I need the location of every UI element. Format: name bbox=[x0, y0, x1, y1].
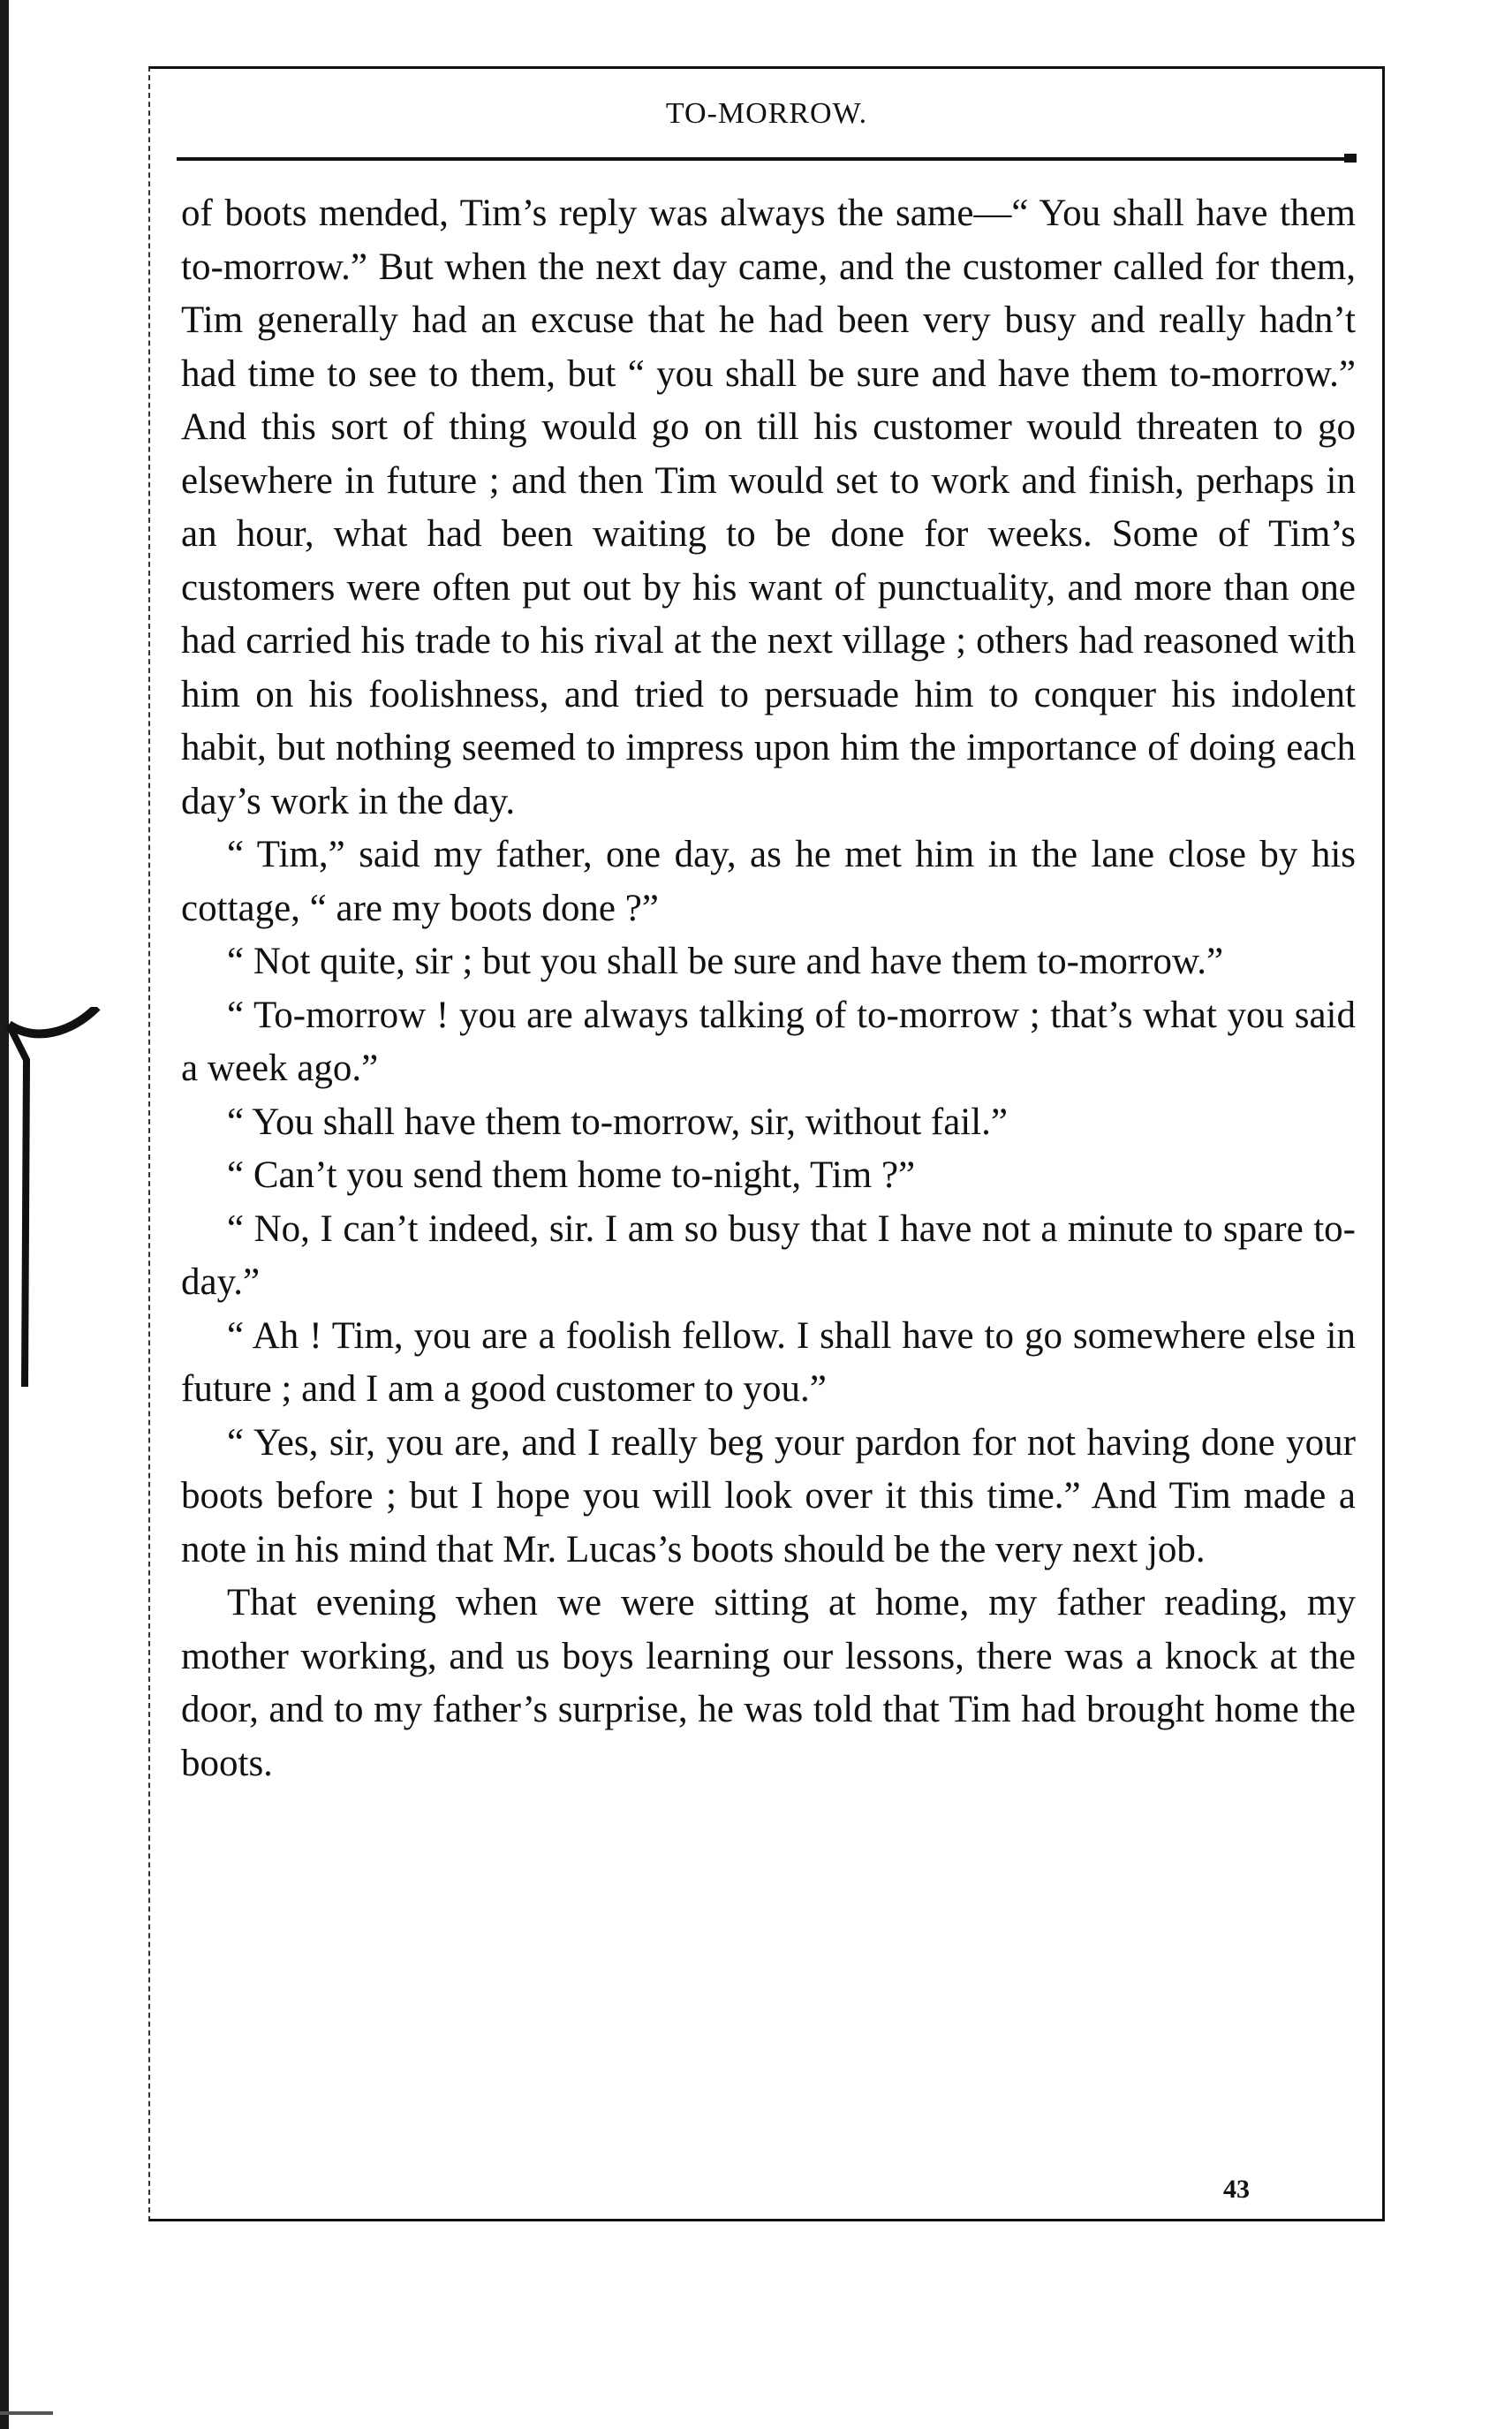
paragraph: “ Tim,” said my father, one day, as he met him in the lane close by his cottage, “ are my boots done ?” bbox=[181, 834, 1356, 929]
paragraph: “ Can’t you send them home to-night, Tim ?” bbox=[227, 1154, 916, 1196]
paragraph: “ Yes, sir, you are, and I really beg your pardon for not having done your boots before ; but I hope you will look over it this time.” And Tim made a note in his mind that Mr. Lucas’s boots should be the very next job. bbox=[181, 1421, 1356, 1570]
scan-smudge bbox=[0, 2411, 53, 2415]
running-head: TO-MORROW. bbox=[665, 97, 868, 130]
paragraph: “ No, I can’t indeed, sir. I am so busy that I have not a minute to spare to-day.” bbox=[181, 1207, 1356, 1303]
paragraph: That evening when we were sitting at home, my father reading, my mother working, and us boys learning our lessons, there was a knock at the door, and to my father’s surprise, he was told that Tim had brought home the boots. bbox=[181, 1582, 1356, 1784]
paragraph: “ You shall have them to-morrow, sir, without fail.” bbox=[227, 1101, 1009, 1143]
paragraph: “ To-morrow ! you are always talking of to-morrow ; that’s what you said a week ago.” bbox=[181, 994, 1356, 1089]
page-body bbox=[181, 187, 1356, 1790]
paragraph: “ Ah ! Tim, you are a foolish fellow. I shall have to go somewhere else in future ; and I am a good customer to you.” bbox=[181, 1314, 1356, 1410]
binding-crease-mark bbox=[0, 1007, 115, 1387]
paragraph: “ Not quite, sir ; but you shall be sure and have them to-morrow.” bbox=[227, 941, 1224, 982]
paragraph: of boots mended, Tim’s reply was always the same—“ You shall have them to-morrow.” But when the next day came, and the customer called for them, Tim generally had an excuse that he had been very busy and really hadn’t had time to see to them, but “ you shall be sure and have them to-morrow.” And this sort of thing would go on till his customer would threaten to go elsewhere in future ; and then Tim would set to work and finish, perhaps in an hour, what had been waiting to be done for weeks. Some of Tim’s customers were often put out by his want of punctuality, and more than one had carried his trade to his rival at the next village ; others had reasoned with him on his foolishness, and tried to persuade him to conquer his indolent habit, but nothing seemed to impress upon him the importance of doing each day’s work in the day. bbox=[181, 193, 1356, 822]
head-rule-ornament bbox=[1344, 154, 1357, 163]
page-number: 43 bbox=[1223, 2175, 1250, 2204]
head-rule bbox=[177, 157, 1356, 161]
